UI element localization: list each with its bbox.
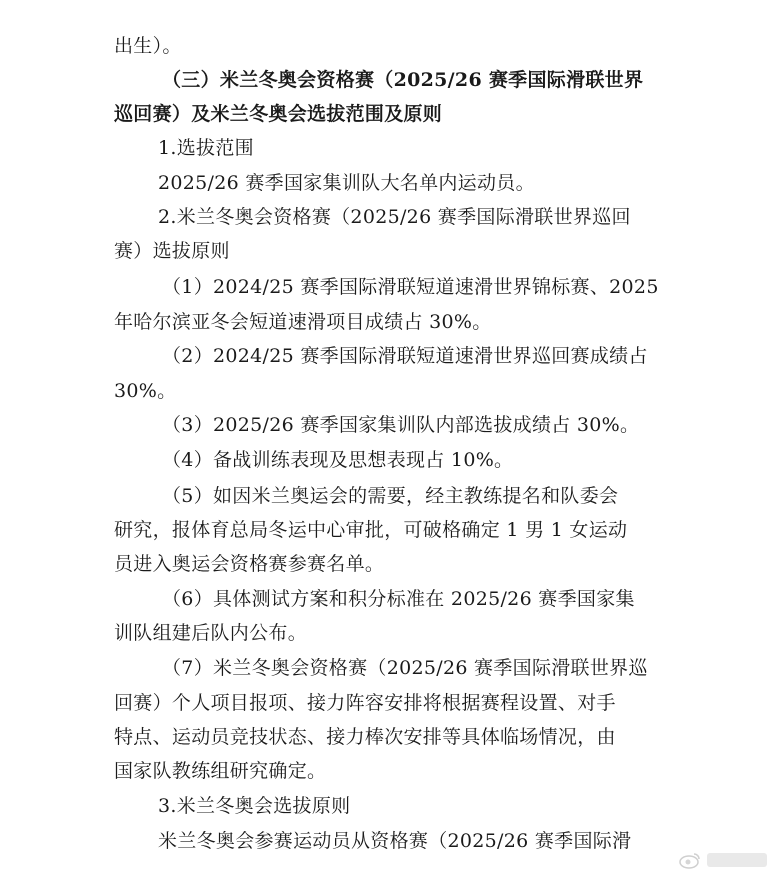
text-line: 员进入奥运会资格赛参赛名单。 [114, 553, 385, 575]
watermark-handle [707, 853, 767, 867]
text-line: 30%。 [114, 380, 177, 402]
text-line: 年哈尔滨亚冬会短道速滑项目成绩占 30%。 [114, 311, 492, 333]
text-line: 研究，报体育总局冬运中心审批，可破格确定 1 男 1 女运动 [114, 519, 628, 541]
text-line: 米兰冬奥会参赛运动员从资格赛（2025/26 赛季国际滑 [158, 830, 632, 852]
text-line: 出生）。 [114, 35, 182, 57]
list-item: （6）具体测试方案和积分标准在 2025/26 赛季国家集 [162, 588, 635, 610]
text-line: 2025/26 赛季国家集训队大名单内运动员。 [158, 172, 535, 194]
text-line: 特点、运动员竞技状态、接力棒次安排等具体临场情况，由 [114, 726, 616, 748]
list-item: （5）如因米兰奥运会的需要，经主教练提名和队委会 [162, 485, 619, 507]
list-item: （1）2024/25 赛季国际滑联短道速滑世界锦标赛、2025 [162, 276, 659, 298]
list-item: （4）备战训练表现及思想表现占 10%。 [162, 449, 514, 471]
text-line: 回赛）个人项目报项、接力阵容安排将根据赛程设置、对手 [114, 692, 616, 714]
list-item: （7）米兰冬奥会资格赛（2025/26 赛季国际滑联世界巡 [162, 657, 648, 679]
subheading: 1.选拔范围 [158, 137, 254, 159]
section-heading-cont: 巡回赛）及米兰冬奥会选拔范围及原则 [114, 103, 443, 125]
list-item: （2）2024/25 赛季国际滑联短道速滑世界巡回赛成绩占 [162, 345, 648, 367]
watermark [679, 851, 767, 869]
list-item: （3）2025/26 赛季国家集训队内部选拔成绩占 30%。 [162, 414, 640, 436]
text-line: 国家队教练组研究确定。 [114, 760, 327, 782]
subheading-cont: 赛）选拔原则 [114, 240, 230, 262]
subheading: 3.米兰冬奥会选拔原则 [158, 795, 351, 817]
weibo-logo-icon [679, 851, 701, 869]
section-heading: （三）米兰冬奥会资格赛（2025/26 赛季国际滑联世界 [162, 69, 644, 91]
text-line: 训队组建后队内公布。 [114, 622, 308, 644]
subheading: 2.米兰冬奥会资格赛（2025/26 赛季国际滑联世界巡回 [158, 206, 631, 228]
